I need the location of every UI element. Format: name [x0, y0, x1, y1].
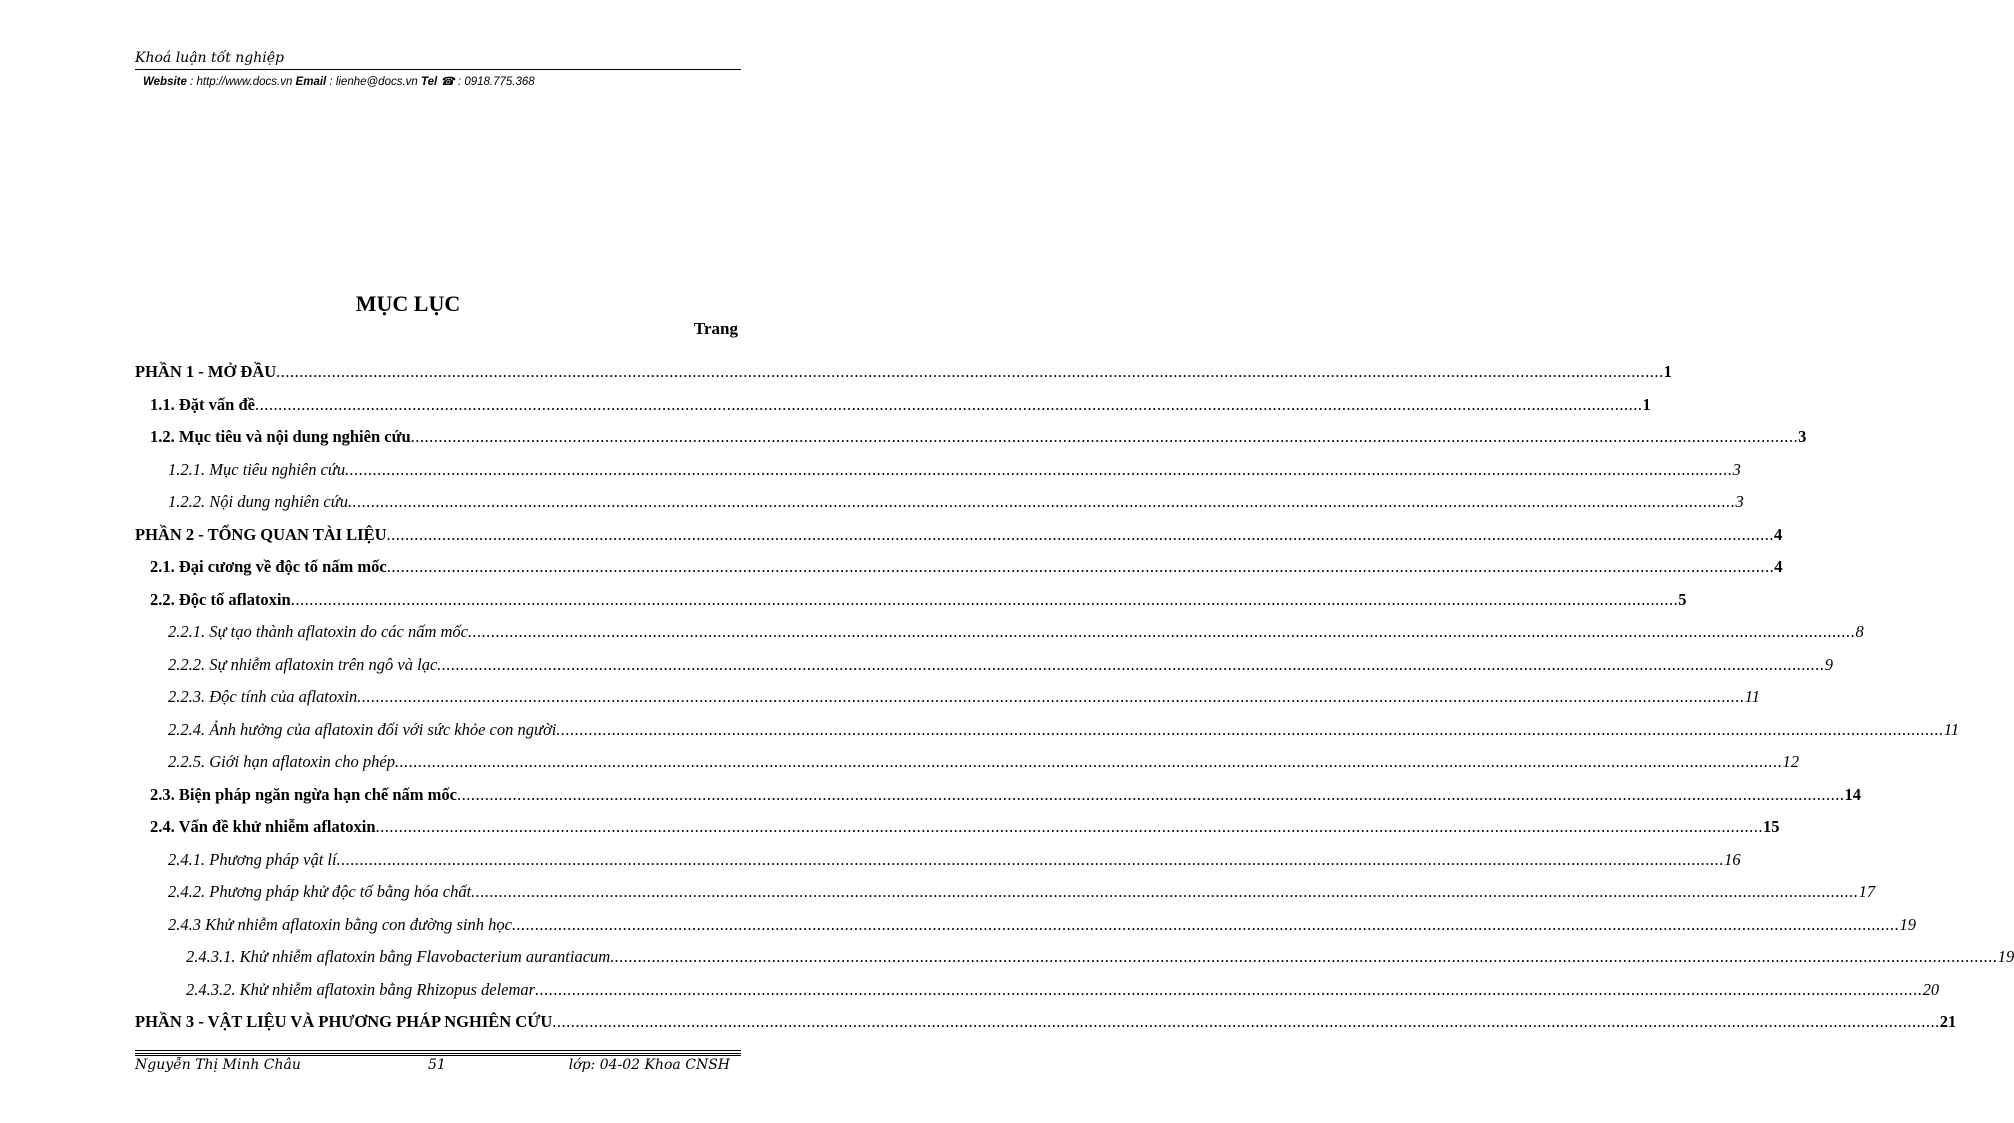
- toc-entry-page: 21: [1939, 1012, 1957, 1031]
- footer-divider: [135, 1053, 741, 1054]
- toc-entry-label: PHẦN 1 - MỞ ĐẦU: [135, 362, 277, 381]
- website-value: : http://www.docs.vn: [186, 76, 296, 88]
- toc-entry-label: 2.2.1. Sự tạo thành aflatoxin do các nấm mốc: [168, 622, 469, 641]
- toc-entry-page: 8: [1855, 622, 1864, 641]
- toc-entry-label: 2.2.5. Giới hạn aflatoxin cho phép: [168, 752, 395, 771]
- toc-entry-label: 2.4.3.2. Khử nhiễm aflatoxin bằng Rhizopus delemar: [186, 979, 536, 999]
- toc-dot-leader: ............................................................................................................................................................................................................................................................................................................: [357, 687, 1745, 706]
- toc-dot-leader: ............................................................................................................................................................................................................................................................................................................: [276, 362, 1664, 381]
- email-value: : lienhe@docs.vn: [326, 76, 422, 88]
- toc-entry-page: 1: [1663, 362, 1672, 381]
- toc-dot-leader: ............................................................................................................................................................................................................................................................................................................: [437, 654, 1825, 674]
- toc-entry: [168, 752, 1799, 772]
- toc-dot-leader: ............................................................................................................................................................................................................................................................................................................: [254, 394, 1643, 414]
- toc-entry-label: 1.2. Mục tiêu và nội dung nghiên cứu: [150, 427, 411, 446]
- toc-dot-leader: ............................................................................................................................................................................................................................................................................................................: [375, 817, 1764, 836]
- toc-entry: [150, 589, 1687, 610]
- toc-entry: [150, 394, 1651, 415]
- toc-dot-leader: ............................................................................................................................................................................................................................................................................................................: [535, 979, 1923, 999]
- email-label: Email: [295, 76, 327, 88]
- toc-entry-label: 2.3. Biện pháp ngăn ngừa hạn chế nấm mốc: [150, 784, 457, 804]
- toc-dot-leader: ............................................................................................................................................................................................................................................................................................................: [394, 752, 1783, 771]
- toc-entry-page: 11: [1943, 719, 1960, 739]
- toc-entry-label: 2.4.3 Khử nhiễm aflatoxin bằng con đường sinh học: [168, 914, 512, 934]
- footer-page-number: 51: [428, 1057, 446, 1073]
- toc-entry-label: 1.2.2. Nội dung nghiên cứu: [168, 492, 348, 511]
- toc-entry-label: 2.2.4. Ảnh hưởng của aflatoxin đối với sức khỏe con người: [168, 719, 557, 739]
- toc-entry-page: 17: [1858, 882, 1876, 901]
- toc-entry-page: 4: [1774, 557, 1783, 576]
- toc-entry-page: 9: [1824, 654, 1834, 674]
- toc-entry-page: 1: [1642, 394, 1651, 414]
- toc-title: MỤC LỤC: [355, 291, 461, 316]
- toc-entry: [135, 524, 1783, 545]
- toc-dot-leader: ............................................................................................................................................................................................................................................................................................................: [386, 557, 1775, 576]
- toc-entry: [135, 1012, 1957, 1032]
- toc-entry: [186, 979, 1940, 1000]
- toc-entry-page: 11: [1744, 687, 1761, 706]
- toc-entry-label: 2.2. Độc tố aflatoxin: [150, 589, 291, 609]
- toc-entry: [168, 492, 1744, 512]
- toc-dot-leader: ............................................................................................................................................................................................................................................................................................................: [347, 492, 1736, 511]
- toc-entry-label: 1.1. Đặt vấn đề: [150, 394, 255, 414]
- toc-entry: [168, 849, 1741, 870]
- toc-entry: [168, 654, 1834, 675]
- toc-entry-label: 2.4.2. Phương pháp khử độc tố bằng hóa chất: [168, 882, 472, 901]
- footer-divider: [135, 1050, 741, 1051]
- toc-entry-label: PHẦN 2 - TỔNG QUAN TÀI LIỆU: [135, 524, 387, 544]
- footer-class-info: lớp: 04-02 Khoa CNSH: [568, 1057, 730, 1073]
- toc-entry-page: 4: [1774, 524, 1783, 544]
- toc-entry: [186, 947, 2014, 967]
- toc-entry-page: 20: [1922, 979, 1940, 999]
- toc-entry-label: 2.4.3.1. Khử nhiễm aflatoxin bằng Flavobacterium aurantiacum: [186, 947, 611, 966]
- toc-entry-page: 19: [1997, 947, 2014, 966]
- toc-dot-leader: ............................................................................................................................................................................................................................................................................................................: [336, 849, 1725, 869]
- page-column-label: Trang: [693, 319, 738, 338]
- website-label: Website: [143, 76, 187, 88]
- toc-dot-leader: ............................................................................................................................................................................................................................................................................................................: [511, 914, 1900, 934]
- toc-dot-leader: ............................................................................................................................................................................................................................................................................................................: [552, 1012, 1940, 1031]
- tel-value: ☎ : 0918.775.368: [437, 76, 535, 88]
- toc-entry-page: 5: [1678, 589, 1687, 609]
- toc-entry-page: 3: [1735, 492, 1744, 511]
- toc-entry: [168, 882, 1876, 902]
- toc-entry-label: 2.1. Đại cương về độc tố nấm mốc: [150, 557, 387, 576]
- toc-dot-leader: ............................................................................................................................................................................................................................................................................................................: [456, 784, 1845, 804]
- toc-entry: [168, 622, 1864, 642]
- toc-dot-leader: ............................................................................................................................................................................................................................................................................................................: [410, 427, 1799, 446]
- toc-dot-leader: ............................................................................................................................................................................................................................................................................................................: [468, 622, 1856, 641]
- header-title: Khoá luận tốt nghiệp: [135, 50, 284, 66]
- toc-entry: [168, 687, 1761, 707]
- toc-entry: [150, 784, 1861, 805]
- toc-entry: [150, 817, 1780, 837]
- toc-entry: [150, 557, 1783, 577]
- toc-entry-label: 2.2.3. Độc tính của aflatoxin: [168, 687, 358, 706]
- toc-entry: [168, 719, 1960, 740]
- toc-entry-page: 3: [1732, 459, 1741, 479]
- footer-divider: [135, 1055, 741, 1056]
- toc-entry-label: 2.2.2. Sự nhiễm aflatoxin trên ngô và lạc: [168, 654, 438, 674]
- toc-entry: [135, 362, 1672, 382]
- toc-entry-page: 15: [1763, 817, 1780, 836]
- toc-entry-page: 16: [1724, 849, 1741, 869]
- toc-entry: [150, 427, 1807, 447]
- toc-entry-page: 14: [1844, 784, 1861, 804]
- toc-entry-page: 12: [1782, 752, 1799, 771]
- toc-entry-label: 2.4. Vấn đề khử nhiễm aflatoxin: [150, 817, 376, 836]
- toc-dot-leader: ............................................................................................................................................................................................................................................................................................................: [345, 459, 1733, 479]
- footer-author: Nguyễn Thị Minh Châu: [135, 1057, 301, 1073]
- tel-label: Tel: [421, 76, 438, 88]
- toc-dot-leader: ............................................................................................................................................................................................................................................................................................................: [556, 719, 1944, 739]
- toc-entry: [168, 459, 1741, 480]
- toc-dot-leader: ............................................................................................................................................................................................................................................................................................................: [471, 882, 1859, 901]
- toc-entry-page: 3: [1798, 427, 1807, 446]
- toc-dot-leader: ............................................................................................................................................................................................................................................................................................................: [610, 947, 1998, 966]
- toc-entry-label: PHẦN 3 - VẬT LIỆU VÀ PHƯƠNG PHÁP NGHIÊN CỨU: [135, 1012, 553, 1031]
- toc-entry-label: 2.4.1. Phương pháp vật lí: [168, 849, 337, 869]
- toc-dot-leader: ............................................................................................................................................................................................................................................................................................................: [290, 589, 1679, 609]
- toc-entry: [168, 914, 1916, 935]
- toc-dot-leader: ............................................................................................................................................................................................................................................................................................................: [386, 524, 1775, 544]
- toc-entry-page: 19: [1899, 914, 1916, 934]
- toc-entry-label: 1.2.1. Mục tiêu nghiên cứu: [168, 459, 346, 479]
